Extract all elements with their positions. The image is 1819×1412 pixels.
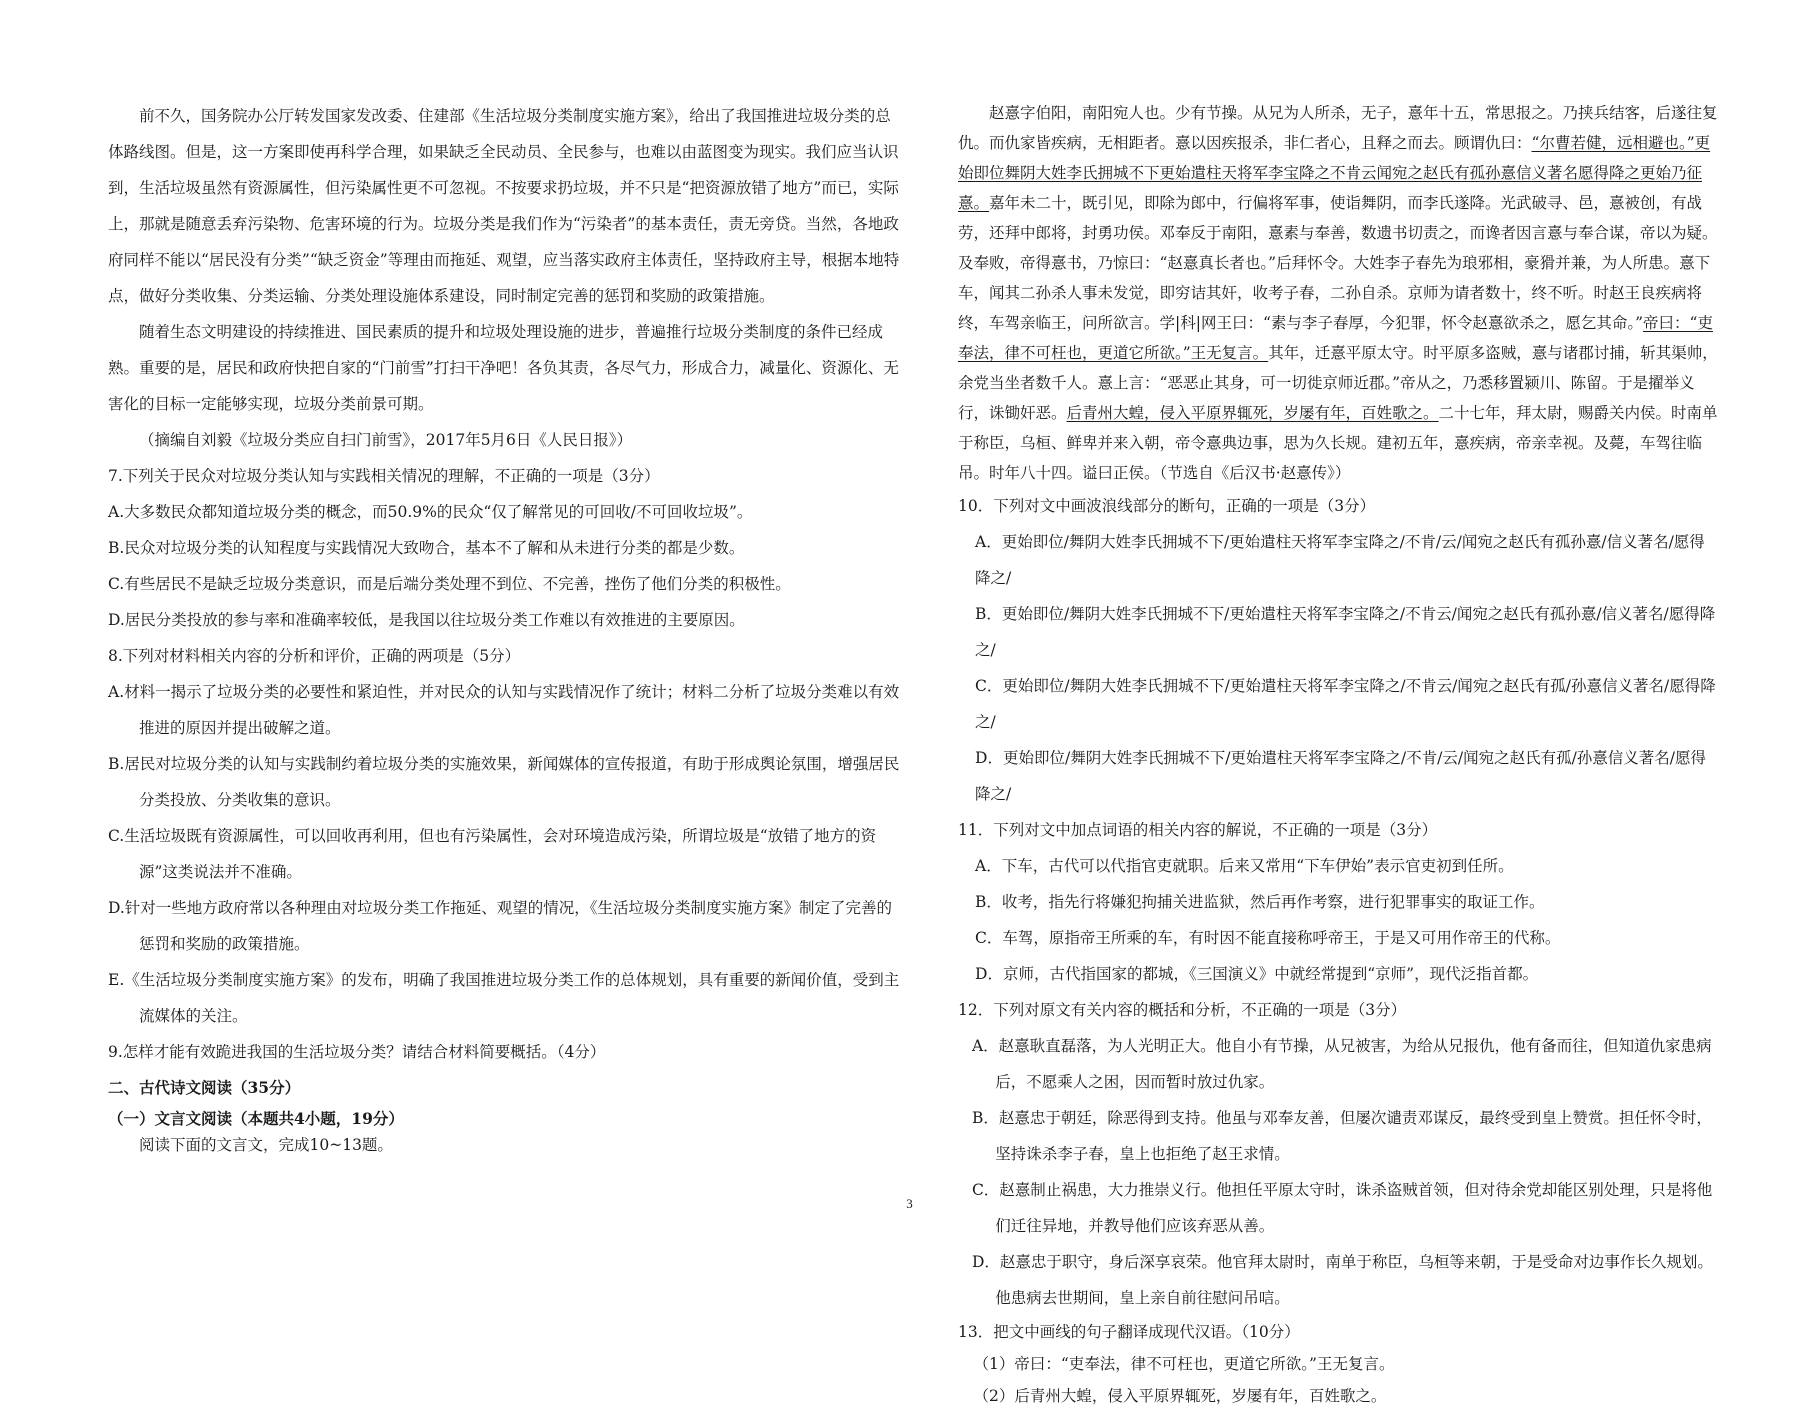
question-8-option-a: A.材料一揭示了垃圾分类的必要性和紧迫性，并对民众的认知与实践情况作了统计；材料二分析了垃圾分类难以有效推进的原因并提出破解之道。 bbox=[108, 683, 900, 737]
question-11-option-c: C．车驾，原指帝王所乘的车，有时因不能直接称呼帝王，于是又可用作帝王的代称。 bbox=[975, 929, 1561, 947]
passage-text: 二十七年，拜太尉，赐爵关内侯。时南单于称臣，乌桓、鲜卑并来入朝，帝令憙典边事，思为久长规。建初五年，憙疾病，帝亲幸视。及薨，车驾往临吊。时年八十四。谥曰正侯。（节选自《后汉书·赵憙传》） bbox=[958, 404, 1718, 482]
classical-passage bbox=[958, 98, 1718, 488]
question-10-option-c: C．更始即位/舞阴大姓李氏拥城不下/更始遣柱天将军李宝降之/不肯云/闻宛之赵氏有孤/孙憙信义著名/愿得降之/ bbox=[975, 677, 1716, 731]
question-7-stem: 7.下列关于民众对垃圾分类认知与实践相关情况的理解，不正确的一项是（3分） bbox=[108, 467, 660, 485]
right-column bbox=[958, 98, 1718, 1412]
passage-text: 嘉年未二十，既引见，即除为郎中，行偏将军事，使诣舞阴，而李氏遂降。光武破寻、邑，憙被创，有战劳，还拜中郎将，封勇功侯。邓奉反于南阳，憙素与奉善，数遗书切责之，而谗者因言憙与奉合谋，帝以为疑。及奉败，帝得憙书，乃惊曰：“赵憙真长者也。”后拜怀令。大姓李子春先为琅邪相，豪猾并兼，为人所患。憙下车，闻其二孙杀人事未发觉，即穷诘其奸，收考子春，二孙自杀。京师为请者数十，终不听。时赵王良疾病将终，车驾亲临王，问所欲言。学|科|网王曰：“素与李子春厚，今犯罪，怀令赵憙欲杀之，愿乞其命。” bbox=[958, 194, 1718, 332]
page-number: 3 bbox=[906, 1196, 913, 1211]
question-7-option-d: D.居民分类投放的参与率和准确率较低，是我国以往垃圾分类工作难以有效推进的主要原因。 bbox=[108, 611, 745, 629]
question-8-option-b: B.居民对垃圾分类的认知与实践制约着垃圾分类的实施效果，新闻媒体的宣传报道，有助于形成舆论氛围，增强居民分类投放、分类收集的意识。 bbox=[108, 755, 900, 809]
question-8-option-e: E.《生活垃圾分类制度实施方案》的发布，明确了我国推进垃圾分类工作的总体规划，具有重要的新闻价值，受到主流媒体的关注。 bbox=[108, 971, 900, 1025]
question-8-option-c: C.生活垃圾既有资源属性，可以回收再利用，但也有污染属性，会对环境造成污染，所谓垃圾是“放错了地方的资源”这类说法并不准确。 bbox=[108, 827, 877, 881]
question-10-option-d: D．更始即位/舞阴大姓李氏拥城不下/更始遣柱天将军李宝降之/不肯/云/闻宛之赵氏有孤/孙憙信义著名/愿得降之/ bbox=[975, 749, 1707, 803]
question-13-sentence-1: （1）帝曰：“吏奉法，律不可枉也，更道它所欲。”王无复言。 bbox=[973, 1355, 1395, 1373]
question-10-option-b: B．更始即位/舞阴大姓李氏拥城不下/更始遣柱天将军李宝降之/不肯云/闻宛之赵氏有孤孙憙/信义著名/愿得降之/ bbox=[975, 605, 1716, 659]
left-column bbox=[108, 98, 901, 1158]
question-12-stem: 12．下列对原文有关内容的概括和分析，不正确的一项是（3分） bbox=[958, 1001, 1407, 1019]
section-title: 二、古代诗文阅读（35分） bbox=[108, 1078, 301, 1097]
question-12-option-b: B．赵憙忠于朝廷，除恶得到支持。他虽与邓奉友善，但屡次谴责邓谋反，最终受到皇上赞赏。担任怀令时，坚持诛杀李子春，皇上也拒绝了赵王求情。 bbox=[971, 1109, 1712, 1163]
question-10-option-a: A．更始即位/舞阴大姓李氏拥城不下/更始遣柱天将军李宝降之/不肯/云/闻宛之赵氏有孤孙憙/信义著名/愿得降之/ bbox=[975, 533, 1705, 587]
question-8-option-d: D.针对一些地方政府常以各种理由对垃圾分类工作拖延、观望的情况，《生活垃圾分类制度实施方案》制定了完善的惩罚和奖励的政策措施。 bbox=[108, 899, 893, 953]
question-10-stem: 10．下列对文中画波浪线部分的断句，正确的一项是（3分） bbox=[958, 497, 1376, 515]
question-7-option-c: C.有些居民不是缺乏垃圾分类意识，而是后端分类处理不到位、不完善，挫伤了他们分类的积极性。 bbox=[108, 575, 791, 593]
question-8-stem: 8.下列对材料相关内容的分析和评价，正确的两项是（5分） bbox=[108, 647, 521, 665]
question-11-option-a: A．下车，古代可以代指官吏就职。后来又常用“下车伊始”表示官吏初到任所。 bbox=[975, 857, 1514, 875]
underlined-sentence-2: 后青州大蝗，侵入平原界辄死，岁屡有年，百姓歌之。 bbox=[1066, 404, 1439, 422]
question-13-stem: 13．把文中画线的句子翻译成现代汉语。（10分） bbox=[958, 1323, 1300, 1341]
wavy-underlined-passage: “尔曹若健，远相避也。”更始即位舞阴大姓李氏拥城不下更始遣柱天将军李宝降之不肯云闻宛之赵氏有孤孙憙信义著名愿得降之更始乃征憙。 bbox=[958, 134, 1711, 212]
question-11-option-d: D．京师，古代指国家的都城，《三国演义》中就经常提到“京师”，现代泛指首都。 bbox=[975, 965, 1539, 983]
material-paragraph: 前不久，国务院办公厅转发国家发改委、住建部《生活垃圾分类制度实施方案》，给出了我国推进垃圾分类的总体路线图。但是，这一方案即使再科学合理，如果缺乏全民动员、全民参与，也难以由蓝图变为现实。我们应当认识到，生活垃圾虽然有资源属性，但污染属性更不可忽视。不按要求扔垃圾，并不只是“把资源放错了地方”而已，实际上，那就是随意丢弃污染物、危害环境的行为。垃圾分类是我们作为“污染者”的基本责任，责无旁贷。当然，各地政府同样不能以“居民没有分类”“缺乏资金”等理由而拖延、观望，应当落实政府主体责任，坚持政府主导，根据本地特点，做好分类收集、分类运输、分类处理设施体系建设，同时制定完善的惩罚和奖励的政策措施。 bbox=[108, 107, 900, 305]
question-13-sentence-2: （2）后青州大蝗，侵入平原界辄死，岁屡有年，百姓歌之。 bbox=[973, 1387, 1387, 1405]
question-11-option-b: B．收考，指先行将嫌犯拘捕关进监狱，然后再作考察，进行犯罪事实的取证工作。 bbox=[975, 893, 1545, 911]
subsection-title: （一）文言文阅读（本题共4小题，19分） bbox=[108, 1109, 404, 1128]
passage-text: 赵憙字伯阳，南阳宛人也。少有节操。从兄为人所杀，无子，憙年十五，常思报之。乃挟兵结客，后遂往复仇。而仇家皆疾病，无相距者。憙以因疾报杀，非仁者心，且释之而去。顾谓仇曰： bbox=[958, 104, 1718, 152]
material-paragraph: 随着生态文明建设的持续推进、国民素质的提升和垃圾处理设施的进步，普遍推行垃圾分类制度的条件已经成熟。重要的是，居民和政府快把自家的“门前雪”打扫干净吧！各负其责，各尽气力，形成合力，减量化、资源化、无害化的目标一定能够实现，垃圾分类前景可期。 bbox=[108, 323, 899, 413]
question-11-stem: 11．下列对文中加点词语的相关内容的解说，不正确的一项是（3分） bbox=[958, 821, 1438, 839]
question-12-option-d: D．赵憙忠于职守，身后深享哀荣。他官拜太尉时，南单于称臣，乌桓等来朝，于是受命对边事作长久规划。他患病去世期间，皇上亲自前往慰问吊唁。 bbox=[971, 1253, 1713, 1307]
material-source: （摘编自刘毅《垃圾分类应自扫门前雪》，2017年5月6日《人民日报》） bbox=[139, 431, 633, 449]
question-12-option-c: C．赵憙制止祸患，大力推崇义行。他担任平原太守时，诛杀盗贼首领，但对待余党却能区别处理，只是将他们迁往异地，并教导他们应该弃恶从善。 bbox=[971, 1181, 1713, 1235]
question-7-option-a: A.大多数民众都知道垃圾分类的概念，而50.9%的民众“仅了解常见的可回收/不可回收垃圾”。 bbox=[108, 503, 753, 521]
question-7-option-b: B.民众对垃圾分类的认知程度与实践情况大致吻合，基本不了解和从未进行分类的都是少数。 bbox=[108, 539, 745, 557]
question-12-option-a: A．赵憙耿直磊落，为人光明正大。他自小有节操，从兄被害，为给从兄报仇，他有备而往，但知道仇家患病后，不愿乘人之困，因而暂时放过仇家。 bbox=[971, 1037, 1712, 1091]
passage-text: 其年，迁憙平原太守。时平原多盗贼，憙与诸郡讨捕，斩其渠帅，余党当坐者数千人。憙上言：“恶恶止其身，可一切徙京师近郡。”帝从之，乃悉移置颍川、陈留。于是擢举义行，诛锄奸恶。 bbox=[958, 344, 1718, 422]
question-9-stem: 9.怎样才能有效跪进我国的生活垃圾分类？请结合材料简要概括。（4分） bbox=[108, 1043, 606, 1061]
reading-instruction: 阅读下面的文言文，完成10~13题。 bbox=[139, 1136, 393, 1154]
underlined-sentence-1: 帝曰：“吏奉法，律不可枉也，更道它所欲。”王无复言。 bbox=[958, 314, 1713, 362]
